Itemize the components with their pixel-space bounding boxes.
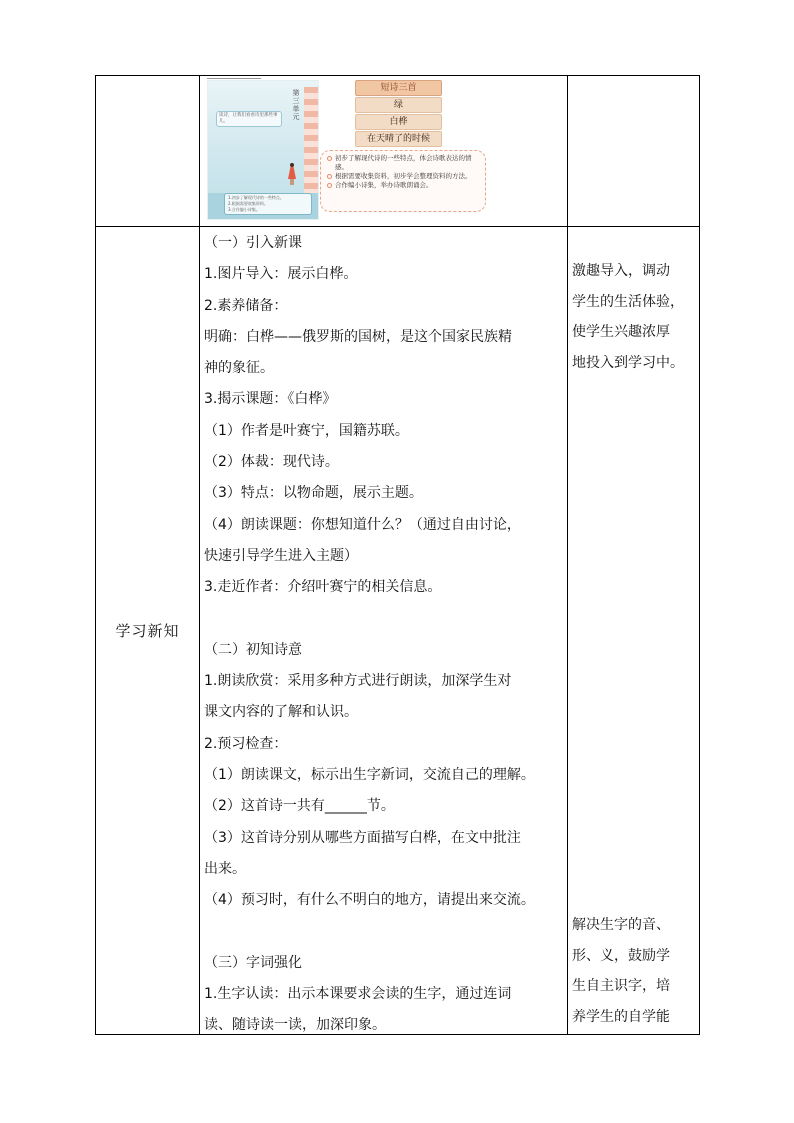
bullet-icon (327, 156, 332, 161)
thumbnail-rule (207, 78, 261, 79)
girl-figure-icon (288, 163, 296, 185)
note-line: 形、义，鼓励学 (572, 947, 670, 964)
goal-item: 合作编小诗集，举办诗歌朗诵会。 (327, 181, 479, 190)
unit-info-box (224, 193, 312, 215)
content-line: （4）预习时，有什么不明白的地方，请提出来交流。 (204, 892, 535, 909)
column-divider (199, 76, 200, 1034)
note-line: 激趣导入，调动 (572, 263, 670, 279)
content-line (204, 917, 564, 948)
content-line: （1）朗读课文，标示出生字新词，交流自己的理解。 (204, 767, 535, 784)
content-line: （三）字词强化 (204, 954, 302, 971)
lesson-table (95, 75, 700, 1035)
lesson-tag: 白桦 (355, 114, 442, 130)
column-divider (567, 76, 568, 1034)
unit-title: 第三单元 (292, 89, 300, 121)
note-line: 养学生的自学能 (572, 1009, 670, 1026)
content-line: （4）朗读课题：你想知道什么？（通过自由讨论， (204, 516, 521, 533)
unit-goals-box (320, 150, 486, 212)
content-line: （2）体裁：现代诗。 (204, 454, 339, 471)
content-line: （1）作者是叶赛宁，国籍苏联。 (204, 422, 409, 439)
content-line: （2）这首诗一共有______节。 (204, 798, 395, 815)
content-line: 3.走近作者：介绍叶赛宁的相关信息。 (204, 579, 442, 596)
teaching-note-1 (572, 256, 698, 379)
content-line: （3）这首诗分别从哪些方面描写白桦，在文中批注 (204, 829, 521, 846)
main-content (204, 228, 564, 1042)
lesson-tag: 在天晴了的时候 (355, 131, 442, 147)
content-line: （二）初知诗意 (204, 641, 302, 658)
content-line: 1.朗读欣赏：采用多种方式进行朗读，加深学生对 (204, 673, 512, 690)
content-line: 2.预习检查： (204, 735, 288, 752)
content-line: 神的象征。 (204, 360, 274, 377)
goal-item: 初步了解现代诗的一些特点，体会诗歌表达的情感。 (327, 154, 479, 172)
teaching-note-2 (572, 910, 698, 1033)
content-line: （一）引入新课 (204, 235, 302, 251)
note-line: 使学生兴趣浓厚 (572, 324, 670, 341)
bullet-icon (327, 183, 332, 188)
content-line: 明确：白桦——俄罗斯的国树，是这个国家民族精 (204, 328, 512, 345)
content-line: 快速引导学生进入主题） (204, 547, 358, 564)
unit-quote: 读诗，让我们看看诗里那些事儿。 (216, 111, 282, 127)
content-line: 3.揭示课题：《白桦》 (204, 391, 337, 408)
content-line: 读、随诗读一读，加深印象。 (204, 1017, 386, 1034)
goal-item: 根据需要收集资料，初步学会整理资料的方法。 (327, 172, 479, 181)
note-line: 地投入到学习中。 (572, 355, 684, 372)
note-line: 解决生字的音、 (572, 917, 670, 933)
content-line (204, 604, 564, 635)
content-line: 课文内容的了解和认识。 (204, 704, 358, 721)
lesson-tag: 绿 (355, 97, 442, 113)
unit-cover-image (207, 80, 319, 220)
lesson-tag: 短诗三首 (355, 80, 442, 96)
content-line: 2.素养储备： (204, 297, 288, 314)
content-line: 1.生字认读：出示本课要求会读的生字，通过连词 (204, 986, 512, 1003)
content-line: （3）特点：以物命题，展示主题。 (204, 485, 423, 502)
note-line: 生自主识字，培 (572, 978, 670, 995)
unit-info-line: 2.根据需要收集资料。 (228, 201, 268, 206)
unit-info-line: 3.合作编小诗集。 (228, 207, 260, 212)
section-label: 学习新知 (115, 622, 180, 640)
content-line: 出来。 (204, 860, 246, 877)
content-line: 1.图片导入：展示白桦。 (204, 266, 358, 283)
bullet-icon (327, 174, 332, 179)
unit-info-line: 1.初步了解现代诗的一些特点。 (228, 195, 284, 200)
note-line: 学生的生活体验， (572, 293, 684, 310)
